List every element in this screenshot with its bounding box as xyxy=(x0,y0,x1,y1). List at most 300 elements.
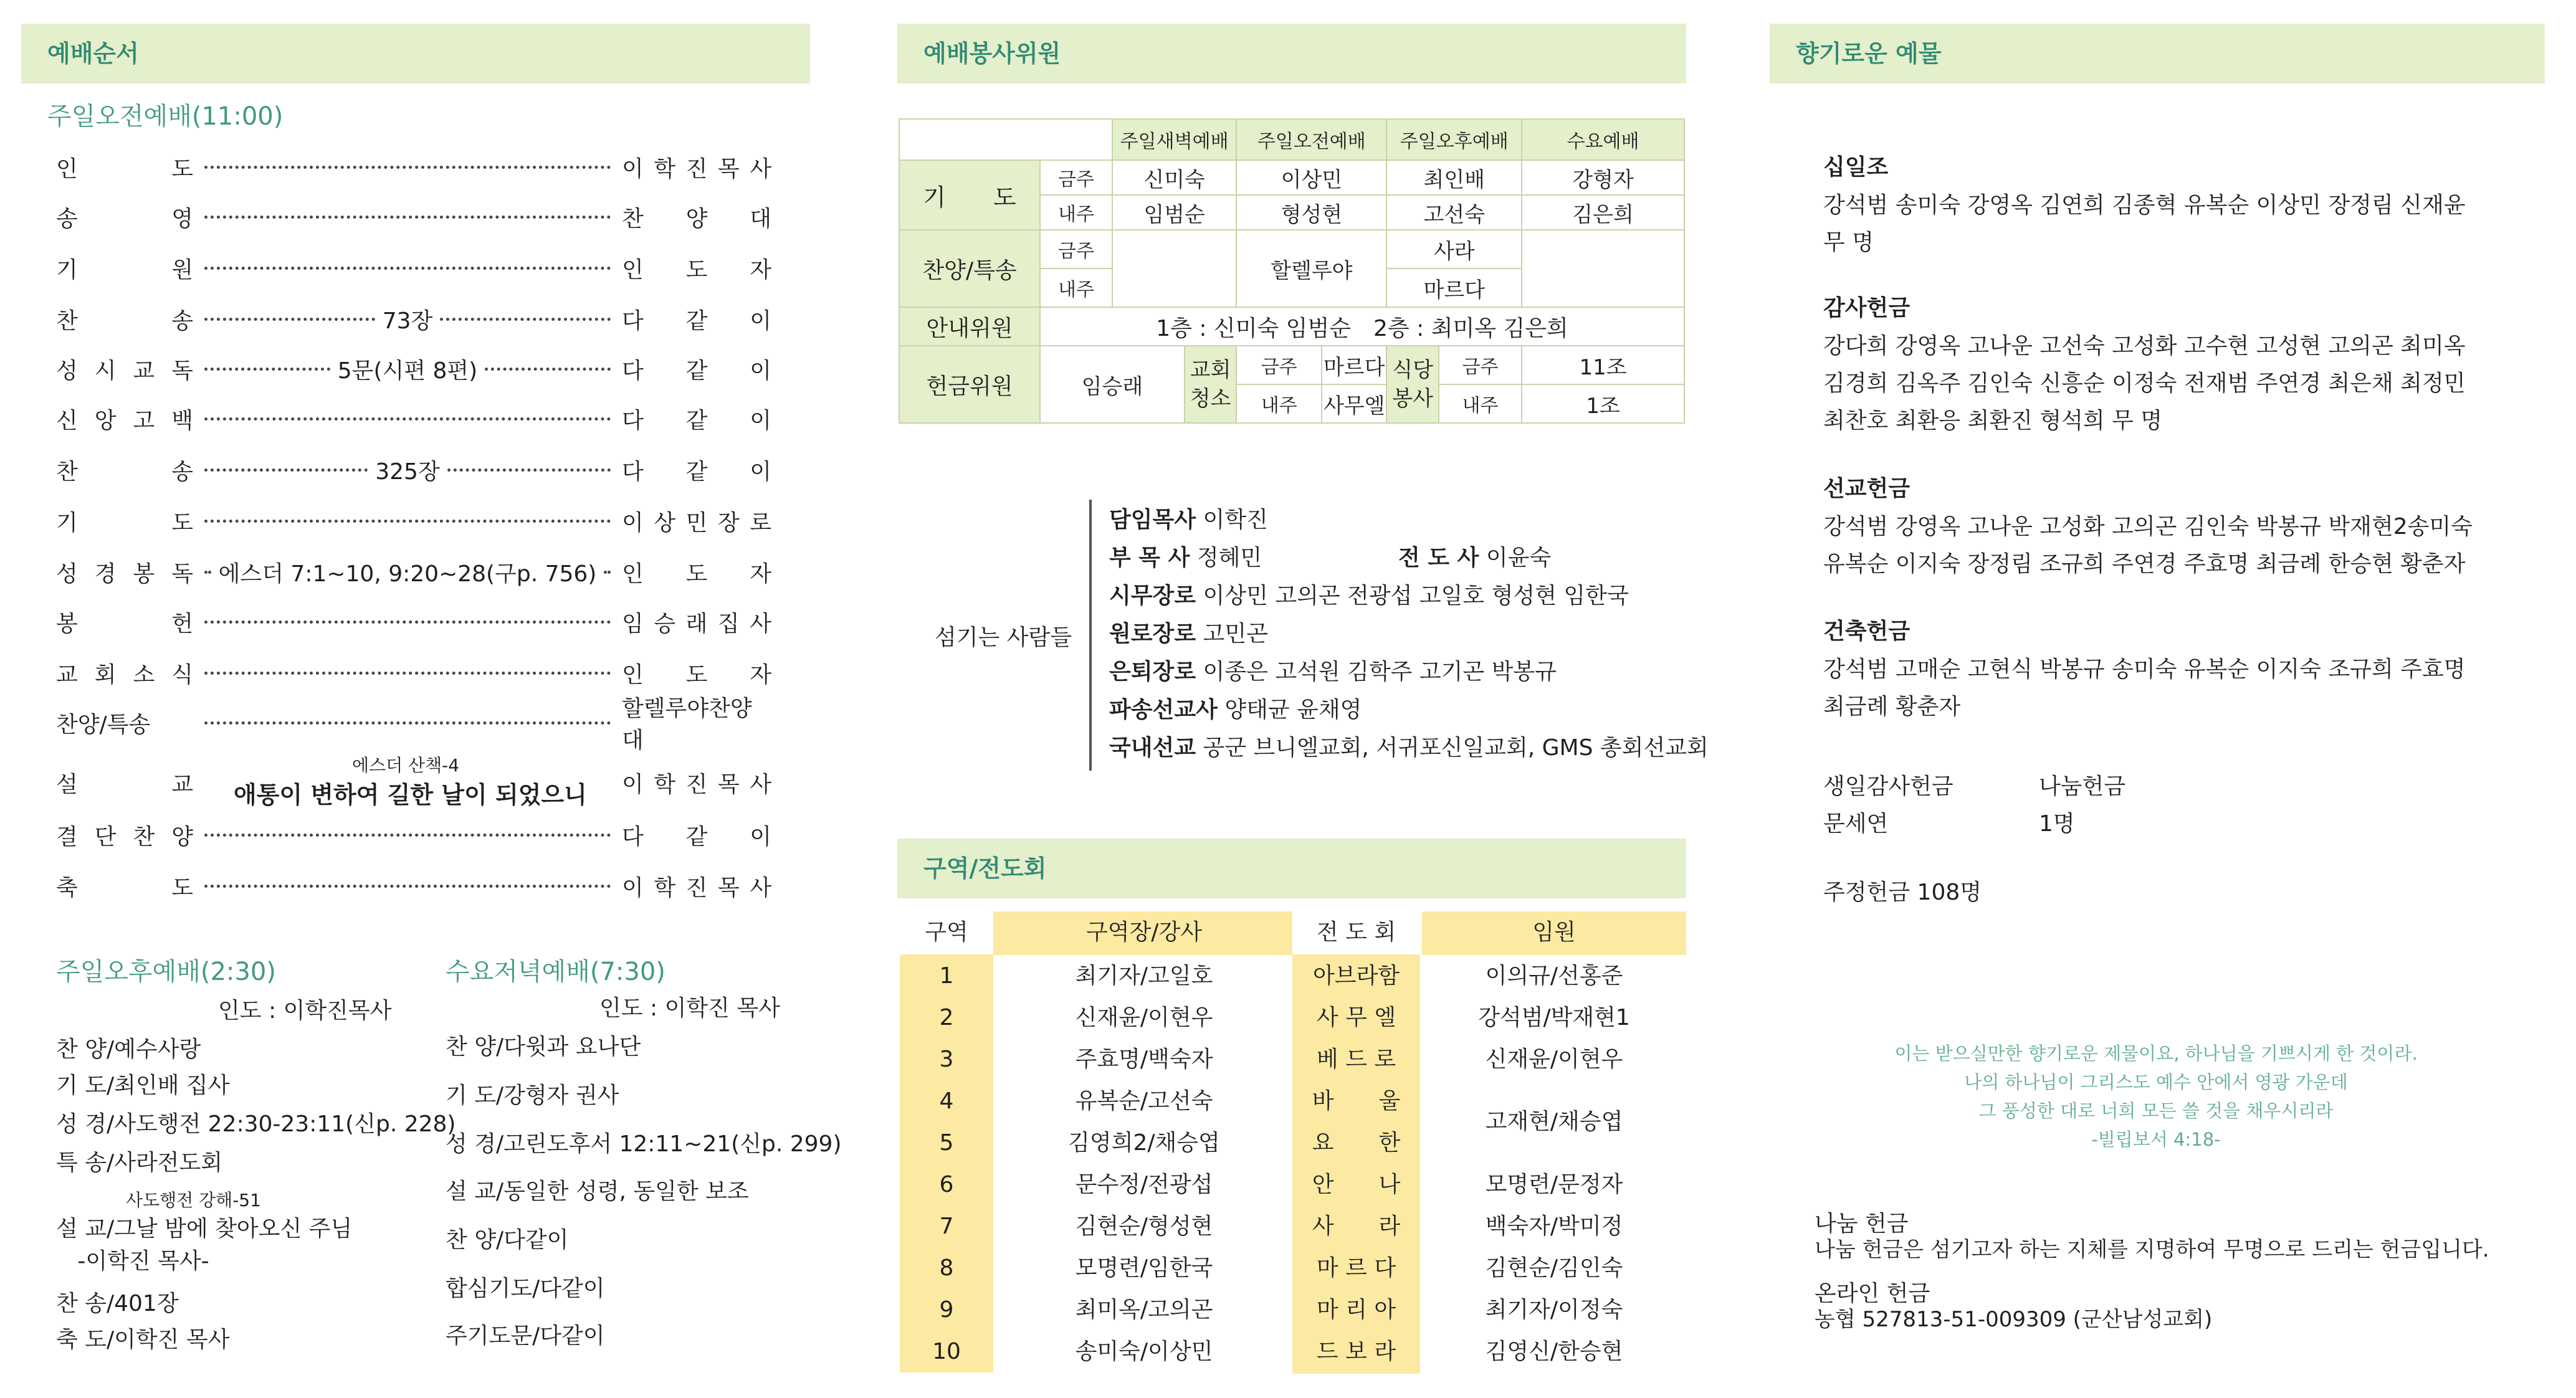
worship-row xyxy=(56,400,771,437)
servant-names: 양태균 윤채영 xyxy=(1217,697,1362,723)
usher-value: 1층 : 신미숙 임범순 2층 : 최미옥 김은희 xyxy=(1040,307,1684,346)
praise-this-week-label: 금주 xyxy=(1040,230,1112,269)
dot-line xyxy=(204,166,611,169)
dot-line xyxy=(204,318,375,321)
zone-officer: 최기자/이정숙 xyxy=(1485,1297,1623,1323)
worship-item-char: 식 xyxy=(171,662,193,688)
worship-item-person xyxy=(622,556,771,588)
zone-officer: 신재윤/이현우 xyxy=(1485,1047,1623,1072)
share-note: 나눔 헌금은 섬기고자 하는 지체를 지명하여 무명으로 드리는 헌금입니다. xyxy=(1815,1237,2489,1262)
zones-header-leader: 구역장/강사 xyxy=(1085,920,1202,945)
worship-row xyxy=(56,300,771,338)
share-title: 나눔헌금 xyxy=(2039,774,2126,799)
zones-header-officer: 임원 xyxy=(1532,920,1576,945)
praise-afternoon-this: 사라 xyxy=(1386,230,1522,269)
dot-line xyxy=(204,468,368,472)
worship-item-person xyxy=(622,454,771,486)
worship-person-char: 이 xyxy=(750,407,771,434)
volunteers-header: 예배봉사위원 xyxy=(897,24,1686,83)
worship-item-detail: 325장 xyxy=(368,454,447,486)
worship-item-char: 독 xyxy=(171,561,193,587)
worship-person-char: 사 xyxy=(750,156,771,182)
zone-number: 10 xyxy=(932,1339,961,1364)
worship-item-person xyxy=(622,151,771,183)
praise-next-week-label: 내주 xyxy=(1040,269,1112,307)
zone-leader: 송미숙/이상민 xyxy=(1075,1339,1213,1364)
worship-item-char: 축 xyxy=(56,875,78,901)
worship-item-label xyxy=(56,606,193,638)
zone-group: 아브라함 xyxy=(1312,963,1400,989)
zone-leader: 신재윤/이현우 xyxy=(1075,1005,1213,1030)
worship-person-char: 도 xyxy=(685,662,708,688)
worship-person-char: 래 xyxy=(685,611,708,637)
worship-person-char: 자 xyxy=(750,257,771,283)
worship-item-char: 송 xyxy=(56,206,78,232)
worship-person-char: 로 xyxy=(750,510,771,536)
worship-item-person xyxy=(622,201,771,233)
worship-item-char: 도 xyxy=(171,875,193,901)
worship-item-label xyxy=(56,252,193,284)
worship-item-char: 경 xyxy=(94,561,117,587)
worship-item-leader-dots xyxy=(204,216,611,219)
worship-person-char: 목 xyxy=(717,156,740,182)
worship-row xyxy=(56,249,771,287)
tithe-names: 강석범 송미숙 강영옥 김연희 김종혁 유복순 이상민 장정림 신재윤 무 명 xyxy=(1823,193,2466,255)
worship-order-header: 예배순서 xyxy=(21,24,810,83)
worship-item-label xyxy=(56,767,193,799)
worship-item-char: 영 xyxy=(171,206,193,232)
online-title: 온라인 헌금 xyxy=(1815,1281,1930,1306)
worship-item-label xyxy=(56,403,193,435)
zone-group: 마 리 아 xyxy=(1316,1297,1396,1323)
sermon-reference: 에스더 산책-4 xyxy=(352,755,460,776)
zone-group: 요 한 xyxy=(1312,1130,1401,1156)
worship-item-person xyxy=(622,691,771,754)
worship-row xyxy=(56,350,771,388)
building-names: 강석범 고매순 고현식 박봉규 송미숙 유복순 이지숙 조규희 주효명 최금례 황춘자 xyxy=(1823,657,2466,720)
worship-item-detail: 5문(시편 8편) xyxy=(330,353,485,385)
servant-line xyxy=(1109,730,1709,762)
weekly-offering: 주정헌금 108명 xyxy=(1823,880,1982,905)
zone-leader: 김영희2/채승엽 xyxy=(1068,1130,1220,1156)
afternoon-item: 특 송/사라전도회 xyxy=(56,1150,223,1176)
worship-person-char: 진 xyxy=(685,156,708,182)
worship-row xyxy=(56,148,771,186)
worship-item-char: 봉 xyxy=(133,561,155,587)
mission-title: 선교헌금 xyxy=(1823,476,1911,502)
wednesday-item: 설 교/동일한 성령, 동일한 보조 xyxy=(446,1179,749,1204)
zone-number: 4 xyxy=(939,1088,954,1114)
worship-person-char: 같 xyxy=(685,459,708,485)
worship-person-char: 학 xyxy=(654,875,676,901)
worship-item-leader-dots xyxy=(204,520,611,523)
worship-item-label xyxy=(56,151,193,183)
worship-item-char: 도 xyxy=(171,156,193,182)
worship-item-label xyxy=(56,870,193,902)
worship-person-char: 이 xyxy=(622,875,644,901)
praise-label: 찬양/특송 xyxy=(899,230,1040,307)
worship-item-person xyxy=(622,252,771,284)
worship-item-char: 백 xyxy=(171,407,193,434)
prayer-next-wednesday: 김은희 xyxy=(1522,195,1684,230)
worship-person-char: 이 xyxy=(622,510,644,536)
praise-wednesday xyxy=(1522,230,1684,307)
zone-officer: 백숙자/박미정 xyxy=(1485,1214,1623,1239)
worship-person-char: 다 xyxy=(622,358,644,384)
zone-officer: 이의규/선홍준 xyxy=(1485,963,1623,989)
worship-item-person xyxy=(622,870,771,902)
worship-item-char: 신 xyxy=(56,407,78,434)
meal-this-week-label: 금주 xyxy=(1439,346,1522,384)
prayer-next-afternoon: 고선숙 xyxy=(1386,195,1522,230)
worship-row xyxy=(56,654,771,692)
servant-role: 원로장로 xyxy=(1109,621,1196,647)
worship-person-char: 목 xyxy=(717,875,740,901)
wednesday-item: 기 도/강형자 권사 xyxy=(446,1083,619,1108)
zone-group: 안 나 xyxy=(1312,1172,1401,1197)
worship-item-leader-dots xyxy=(204,353,611,385)
wednesday-item: 찬 양/다같이 xyxy=(446,1227,569,1253)
dot-line xyxy=(604,571,611,574)
prayer-next-morning: 형성현 xyxy=(1236,195,1386,230)
worship-item-person xyxy=(622,403,771,435)
worship-person-char: 목 xyxy=(717,771,740,797)
worship-person-char: 이 xyxy=(750,358,771,384)
clean-next-week-label: 내주 xyxy=(1236,384,1322,423)
wednesday-leader: 인도 : 이학진 목사 xyxy=(599,996,780,1021)
afternoon-item: 찬 양/예수사랑 xyxy=(56,1037,201,1062)
worship-person-char: 인 xyxy=(622,561,644,587)
worship-item-label xyxy=(56,303,193,335)
worship-person-char: 도 xyxy=(685,257,708,283)
zone-number: 1 xyxy=(939,963,954,989)
dot-line xyxy=(204,216,611,219)
share-count: 1명 xyxy=(2039,811,2075,837)
worship-item-person xyxy=(622,819,771,851)
prayer-this-dawn: 신미숙 xyxy=(1112,160,1236,195)
worship-person-char: 도 xyxy=(685,561,708,587)
worship-item-char: 독 xyxy=(171,358,193,384)
zone-number: 6 xyxy=(939,1172,954,1197)
worship-item-char: 송 xyxy=(171,308,193,334)
zone-number: 2 xyxy=(939,1005,954,1030)
birthday-names: 문세연 xyxy=(1823,811,1889,837)
dot-line xyxy=(204,621,611,624)
prayer-this-wednesday: 강형자 xyxy=(1522,160,1684,195)
worship-item-label xyxy=(56,819,193,851)
worship-person-char: 인 xyxy=(622,257,644,283)
worship-item-char: 기 xyxy=(56,257,78,283)
wednesday-item: 성 경/고린도후서 12:11~21(신p. 299) xyxy=(446,1131,842,1157)
worship-person-char: 민 xyxy=(685,510,708,536)
meal-next-week-label: 내주 xyxy=(1439,384,1522,423)
afternoon-item: 축 도/이학진 목사 xyxy=(56,1327,230,1353)
zone-number: 8 xyxy=(939,1255,954,1281)
dot-line xyxy=(204,885,611,888)
servant-names: 이윤숙 xyxy=(1479,545,1552,571)
worship-item-char: 송 xyxy=(171,459,193,485)
worship-item-person xyxy=(622,767,771,799)
dot-line xyxy=(204,520,611,523)
zone-group: 바 울 xyxy=(1312,1088,1401,1114)
worship-person-char: 진 xyxy=(685,875,708,901)
dot-line xyxy=(485,368,611,371)
afternoon-sermon-reference: 사도행전 강해-51 xyxy=(126,1190,261,1210)
afternoon-item: 찬 송/401장 xyxy=(56,1291,179,1316)
worship-item-char: 교 xyxy=(171,771,193,797)
worship-item-leader-dots xyxy=(204,556,611,588)
worship-item-char: 시 xyxy=(94,358,117,384)
prayer-this-morning: 이상민 xyxy=(1236,160,1386,195)
zone-number: 9 xyxy=(939,1297,954,1323)
worship-item-char: 원 xyxy=(171,257,193,283)
worship-person-char: 이 xyxy=(750,459,771,485)
worship-item-label xyxy=(56,201,193,233)
afternoon-item: 기 도/최인배 집사 xyxy=(56,1073,230,1098)
worship-item-leader-dots xyxy=(204,303,611,335)
worship-item-char: 봉 xyxy=(56,611,78,637)
worship-person-char: 대 xyxy=(750,206,771,232)
worship-item-char: 교 xyxy=(133,358,155,384)
worship-item-label xyxy=(56,556,193,588)
worship-item-label xyxy=(56,454,193,486)
offerings-header: 향기로운 예물 xyxy=(1770,24,2545,83)
zone-number: 5 xyxy=(939,1130,954,1156)
zone-leader: 유복순/고선숙 xyxy=(1075,1088,1213,1114)
zone-officer: 김현순/김인숙 xyxy=(1485,1255,1623,1281)
worship-item-char: 헌 xyxy=(171,611,193,637)
worship-item-char: 인 xyxy=(56,156,78,182)
dot-line xyxy=(204,417,611,421)
clean-next: 사무엘 xyxy=(1322,384,1386,423)
praise-morning: 할렐루야 xyxy=(1236,230,1386,307)
worship-person-char: 승 xyxy=(654,611,676,637)
meal-this: 11조 xyxy=(1522,346,1684,384)
worship-person-char: 같 xyxy=(685,308,708,334)
worship-item-char: 찬양/특송 xyxy=(56,711,151,738)
prayer-this-afternoon: 최인배 xyxy=(1386,160,1522,195)
worship-person-char: 같 xyxy=(685,358,708,384)
dot-line xyxy=(204,571,211,574)
worship-person-char: 이 xyxy=(622,771,644,797)
zones-officer-column xyxy=(1422,955,1686,1372)
worship-item-char: 찬 xyxy=(56,308,78,334)
worship-person-char: 진 xyxy=(685,771,708,797)
worship-person-char: 같 xyxy=(685,824,708,850)
afternoon-item: 성 경/사도행전 22:30-23:11(신p. 228) xyxy=(56,1111,456,1137)
wednesday-item: 찬 양/다윗과 요나단 xyxy=(446,1034,641,1060)
worship-item-leader-dots xyxy=(204,166,611,169)
worship-row xyxy=(56,553,771,591)
wednesday-service-title: 수요저녁예배(7:30) xyxy=(446,958,665,986)
worship-item-person xyxy=(622,303,771,335)
meal-next: 1조 xyxy=(1522,384,1684,423)
zone-group: 사 라 xyxy=(1312,1214,1401,1239)
zones-num-column xyxy=(900,955,993,1372)
wednesday-item: 주기도문/다같이 xyxy=(446,1323,605,1349)
worship-item-char: 성 xyxy=(56,358,78,384)
servant-role: 담임목사 xyxy=(1109,507,1196,533)
dot-line xyxy=(204,721,611,725)
worship-item-char: 고 xyxy=(133,407,155,434)
zones-group-column xyxy=(1292,955,1420,1372)
corner-cell xyxy=(899,119,1112,160)
servant-names: 공군 브니엘교회, 서귀포신일교회, GMS 총회선교회 xyxy=(1196,735,1709,761)
header-wednesday: 수요예배 xyxy=(1522,119,1684,160)
worship-person-char: 할렐루야찬양대 xyxy=(622,696,752,753)
offering-label: 헌금위원 xyxy=(899,346,1040,423)
worship-row xyxy=(56,696,771,753)
worship-item-leader-dots xyxy=(204,721,611,725)
worship-person-char: 이 xyxy=(622,156,644,182)
worship-person-char: 사 xyxy=(750,771,771,797)
servant-role: 파송선교사 xyxy=(1109,697,1218,723)
servant-names: 이종은 고석원 김학주 고기곤 박봉규 xyxy=(1196,659,1557,685)
volunteers-table xyxy=(899,118,1685,424)
worship-item-leader-dots xyxy=(204,417,611,421)
birthday-title: 생일감사헌금 xyxy=(1823,774,1953,799)
worship-item-leader-dots xyxy=(204,834,611,837)
servant-line xyxy=(1109,692,1362,724)
afternoon-item: 설 교/그날 밤에 찾아오신 주님 xyxy=(56,1216,353,1242)
worship-person-char: 같 xyxy=(685,407,708,434)
worship-item-char: 회 xyxy=(94,662,117,688)
worship-item-char: 양 xyxy=(171,824,193,850)
dot-line xyxy=(440,318,611,321)
servant-role: 은퇴장로 xyxy=(1109,659,1196,685)
zones-header-group: 전 도 회 xyxy=(1292,911,1420,954)
worship-row xyxy=(56,502,771,540)
meal-label: 식당 봉사 xyxy=(1386,346,1438,423)
zone-officer: 강석범/박재현1 xyxy=(1478,1005,1630,1030)
zone-officer: 김영신/한승현 xyxy=(1485,1339,1623,1364)
zone-group: 마 르 다 xyxy=(1316,1255,1396,1281)
usher-label: 안내위원 xyxy=(899,307,1040,346)
servant-role: 국내선교 xyxy=(1109,735,1196,761)
worship-person-char: 다 xyxy=(622,407,644,434)
servant-line xyxy=(1109,502,1268,534)
worship-item-person xyxy=(622,353,771,385)
worship-item-char: 교 xyxy=(56,662,78,688)
worship-item-char: 앙 xyxy=(94,407,117,434)
clean-this-week-label: 금주 xyxy=(1236,346,1322,384)
worship-item-leader-dots xyxy=(204,267,611,270)
worship-person-char: 사 xyxy=(750,875,771,901)
servant-line xyxy=(1398,540,1551,572)
prayer-next-week-label: 내주 xyxy=(1040,195,1112,230)
praise-afternoon-next: 마르다 xyxy=(1386,269,1522,307)
zone-leader: 김현순/형성현 xyxy=(1075,1214,1213,1239)
worship-person-char: 다 xyxy=(622,459,644,485)
offering-name: 임승래 xyxy=(1040,346,1185,423)
zone-group: 사 무 엘 xyxy=(1316,1005,1396,1030)
servant-role: 부 목 사 xyxy=(1109,545,1190,571)
header-afternoon: 주일오후예배 xyxy=(1386,119,1522,160)
servant-line xyxy=(1109,654,1557,686)
worship-row xyxy=(56,451,771,488)
worship-row xyxy=(56,816,771,854)
zone-group: 베 드 로 xyxy=(1316,1047,1396,1072)
wednesday-item: 합심기도/다같이 xyxy=(446,1276,605,1301)
worship-item-label xyxy=(56,353,193,385)
worship-person-char: 장 xyxy=(717,510,740,536)
servant-names: 고민곤 xyxy=(1196,621,1268,647)
clean-this: 마르다 xyxy=(1322,346,1386,384)
praise-dawn xyxy=(1112,230,1236,307)
afternoon-leader: 인도 : 이학진목사 xyxy=(218,998,392,1024)
dot-line xyxy=(447,468,611,472)
worship-item-leader-dots xyxy=(204,672,611,675)
prayer-this-week-label: 금주 xyxy=(1040,160,1112,195)
worship-person-char: 자 xyxy=(750,561,771,587)
servant-names: 정혜민 xyxy=(1190,545,1262,571)
tithe-title: 십일조 xyxy=(1823,155,1889,180)
zone-leader: 문수정/전광섭 xyxy=(1075,1172,1213,1197)
worship-row xyxy=(56,867,771,905)
prayer-label: 기 도 xyxy=(899,160,1040,230)
worship-item-detail: 에스더 7:1~10, 9:20~28(구p. 756) xyxy=(211,556,604,588)
zone-leader: 주효명/백숙자 xyxy=(1075,1047,1213,1072)
header-morning: 주일오전예배 xyxy=(1236,119,1386,160)
worship-person-char: 다 xyxy=(622,824,644,850)
thanks-names: 강다희 강영옥 고나운 고선숙 고성화 고수현 고성현 고의곤 최미옥 김경희 김옥주 김인숙 신흥순 이정숙 전재범 주연경 최은채 최정민 최찬호 최환응 최환진 형석희 무 명 xyxy=(1823,333,2466,434)
sermon-title: 애통이 변하여 길한 날이 되었으니 xyxy=(234,781,587,809)
dot-line xyxy=(204,834,611,837)
worship-item-char: 결 xyxy=(56,824,78,850)
worship-item-person xyxy=(622,657,771,689)
worship-person-char: 임 xyxy=(622,611,644,637)
worship-person-char: 집 xyxy=(717,611,740,637)
servant-line xyxy=(1109,540,1262,572)
worship-item-person xyxy=(622,606,771,638)
worship-person-char: 사 xyxy=(750,611,771,637)
worship-row xyxy=(56,603,771,640)
mission-names: 강석범 강영옥 고나운 고성화 고의곤 김인숙 박봉규 박재현2송미숙 유복순 이지숙 장정림 조규희 주연경 주효명 최금례 한승현 황춘자 xyxy=(1823,514,2473,577)
share-note-title: 나눔 헌금 xyxy=(1815,1211,1909,1237)
zone-leader: 최기자/고일호 xyxy=(1075,963,1213,989)
afternoon-item: -이학진 목사- xyxy=(56,1248,209,1274)
worship-item-detail: 73장 xyxy=(375,303,441,335)
servant-names: 이학진 xyxy=(1196,507,1268,533)
worship-person-char: 이 xyxy=(750,308,771,334)
zones-header-num: 구역 xyxy=(900,911,993,954)
zone-leader: 최미옥/고의곤 xyxy=(1075,1297,1213,1323)
servant-line xyxy=(1109,616,1268,648)
worship-item-char: 찬 xyxy=(133,824,155,850)
dot-line xyxy=(204,368,330,371)
servants-label: 섬기는 사람들 xyxy=(935,625,1072,650)
online-account: 농협 527813-51-009309 (군산남성교회) xyxy=(1815,1307,2213,1332)
servant-line xyxy=(1109,578,1629,610)
afternoon-service-title: 주일오후예배(2:30) xyxy=(56,958,276,986)
prayer-next-dawn: 임범순 xyxy=(1112,195,1236,230)
worship-item-label xyxy=(56,657,193,689)
dot-line xyxy=(204,672,611,675)
worship-item-leader-dots xyxy=(204,454,611,486)
zone-officer: 고재현/채승엽 xyxy=(1485,1109,1623,1134)
worship-item-char: 도 xyxy=(171,510,193,536)
worship-person-char: 찬 xyxy=(622,206,644,232)
servant-names: 이상민 고의곤 전광섭 고일호 형성현 임한국 xyxy=(1196,583,1629,609)
worship-item-label xyxy=(56,505,193,537)
worship-person-char: 인 xyxy=(622,662,644,688)
worship-item-char: 기 xyxy=(56,510,78,536)
worship-row xyxy=(56,198,771,235)
worship-person-char: 학 xyxy=(654,771,676,797)
servants-bracket xyxy=(1089,500,1092,771)
header-dawn: 주일새벽예배 xyxy=(1112,119,1236,160)
worship-item-person xyxy=(622,505,771,537)
